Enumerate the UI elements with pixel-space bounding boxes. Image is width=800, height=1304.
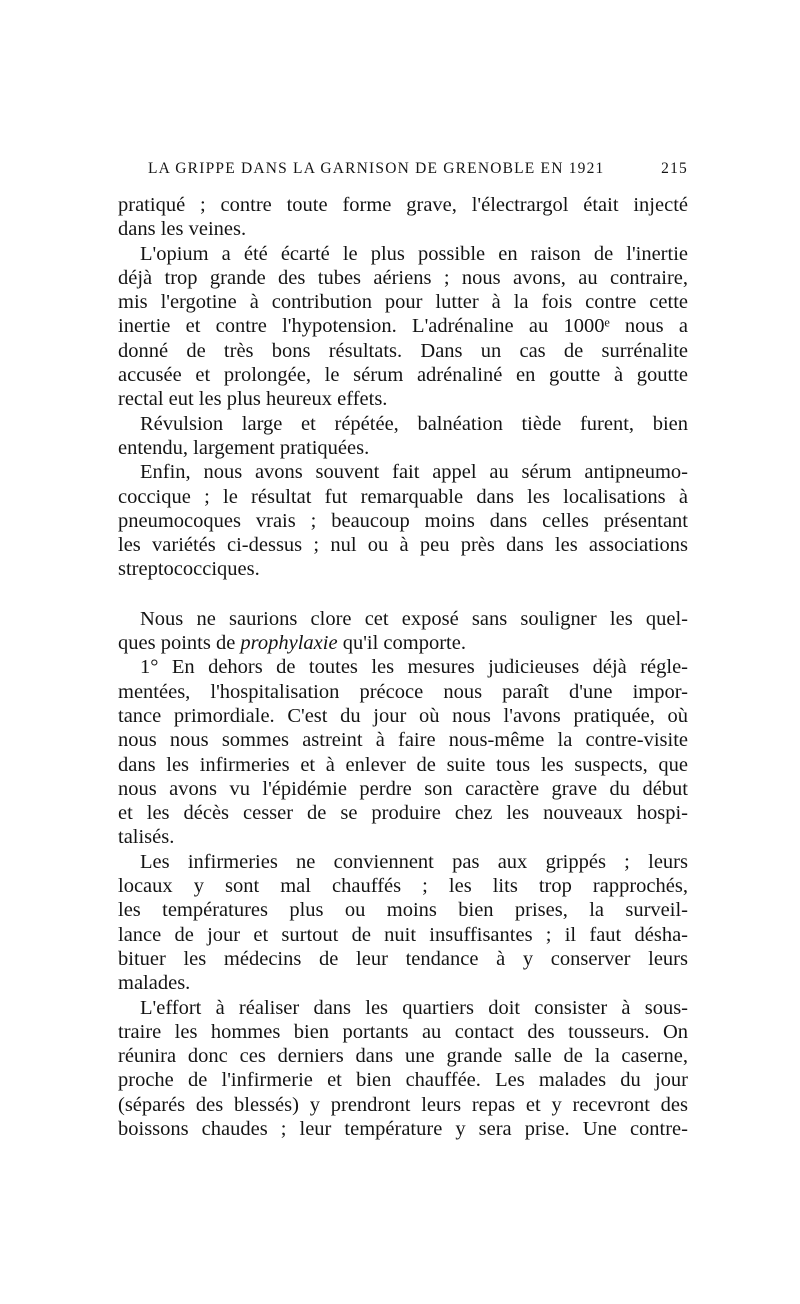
text-line: inertie et contre l'hypotension. L'adrénaline au 1000ᵉ nous a [118, 315, 688, 338]
text-line: streptococciques. [118, 558, 260, 581]
text-line: bituer les médecins de leur tendance à y conserver leurs [118, 947, 688, 970]
text-line: L'effort à réaliser dans les quartiers doit consister à sous- [140, 996, 688, 1019]
text-line: talisés. [118, 826, 175, 849]
paragraph-treatment-continued [118, 193, 688, 242]
paragraph-serum [118, 460, 688, 581]
text-line: traire les hommes bien portants au contact des tousseurs. On [118, 1020, 688, 1043]
section-gap [118, 582, 688, 607]
text-line: Révulsion large et répétée, balnéation tiède furent, bien [140, 412, 688, 435]
text-line [118, 631, 688, 655]
text-line: donné de très bons résultats. Dans un cas de surrénalite [118, 339, 688, 362]
text-line: Nous ne saurions clore cet exposé sans souligner les quel- [140, 607, 688, 630]
text-line: pratiqué ; contre toute forme grave, l'électrargol était injecté [118, 194, 688, 216]
text-line: et les décès cesser de se produire chez les nouveaux hospi- [118, 802, 688, 825]
text-line: Les infirmeries ne conviennent pas aux grippés ; leurs [140, 850, 688, 873]
text-fragment: qu'il comporte. [337, 632, 466, 655]
text-line: les variétés ci-dessus ; nul ou à peu près dans les associations [118, 534, 688, 557]
text-line: nous avons vu l'épidémie perdre son caractère grave du début [118, 777, 688, 800]
text-line: mis l'ergotine à contribution pour lutter à la fois contre cette [118, 291, 688, 314]
page-number: 215 [661, 160, 688, 177]
text-line: déjà trop grande des tubes aériens ; nous avons, au contraire, [118, 266, 688, 289]
text-line: rectal eut les plus heureux effets. [118, 388, 388, 411]
text-line: Enfin, nous avons souvent fait appel au sérum antipneumo- [140, 461, 688, 484]
text-line: tance primordiale. C'est du jour où nous l'avons pratiquée, où [118, 704, 688, 727]
text-line: réunira donc ces derniers dans une grande salle de la caserne, [118, 1045, 688, 1068]
text-line: les températures plus ou moins bien prises, la surveil- [118, 899, 688, 922]
text-line: L'opium a été écarté le plus possible en raison de l'inertie [140, 242, 688, 265]
text-line: pneumocoques vrais ; beaucoup moins dans celles présentant [118, 509, 688, 532]
text-line: dans les infirmeries et à enlever de suite tous les suspects, que [118, 753, 688, 776]
text-fragment: ques points de [118, 632, 241, 655]
text-line: (séparés des blessés) y prendront leurs repas et y recevront des [118, 1093, 688, 1116]
text-line: accusée et prolongée, le sérum adrénaliné en goutte à goutte [118, 364, 688, 387]
text-line: boissons chaudes ; leur température y sera prise. Une contre- [118, 1117, 688, 1140]
text-line: malades. [118, 972, 191, 995]
text-line: entendu, largement pratiquées. [118, 436, 370, 459]
running-head [148, 160, 688, 178]
paragraph-hospitalisation [118, 655, 688, 849]
paragraph-prophylaxis-intro [118, 607, 688, 656]
paragraph-quarters [118, 996, 688, 1142]
text-line: locaux y sont mal chauffés ; les lits trop rapprochés, [118, 875, 688, 898]
text-line: nous nous sommes astreint à faire nous-même la contre-visite [118, 729, 688, 752]
paragraph-opium [118, 242, 688, 412]
italic-term: prophylaxie [240, 632, 338, 655]
paragraph-revulsion [118, 412, 688, 461]
text-line: lance de jour et surtout de nuit insuffisantes ; il faut désha- [118, 923, 688, 946]
text-line: coccique ; le résultat fut remarquable dans les localisations à [118, 485, 688, 508]
paragraph-infirmaries [118, 850, 688, 996]
body-text [118, 193, 688, 1141]
text-line: mentées, l'hospitalisation précoce nous paraît d'une impor- [118, 680, 688, 703]
text-line: 1° En dehors de toutes les mesures judicieuses déjà régle- [140, 656, 688, 679]
text-line: proche de l'infirmerie et bien chauffée. Les malades du jour [118, 1069, 688, 1092]
running-title: LA GRIPPE DANS LA GARNISON DE GRENOBLE EN 1921 [148, 160, 605, 177]
text-line: dans les veines. [118, 218, 247, 241]
